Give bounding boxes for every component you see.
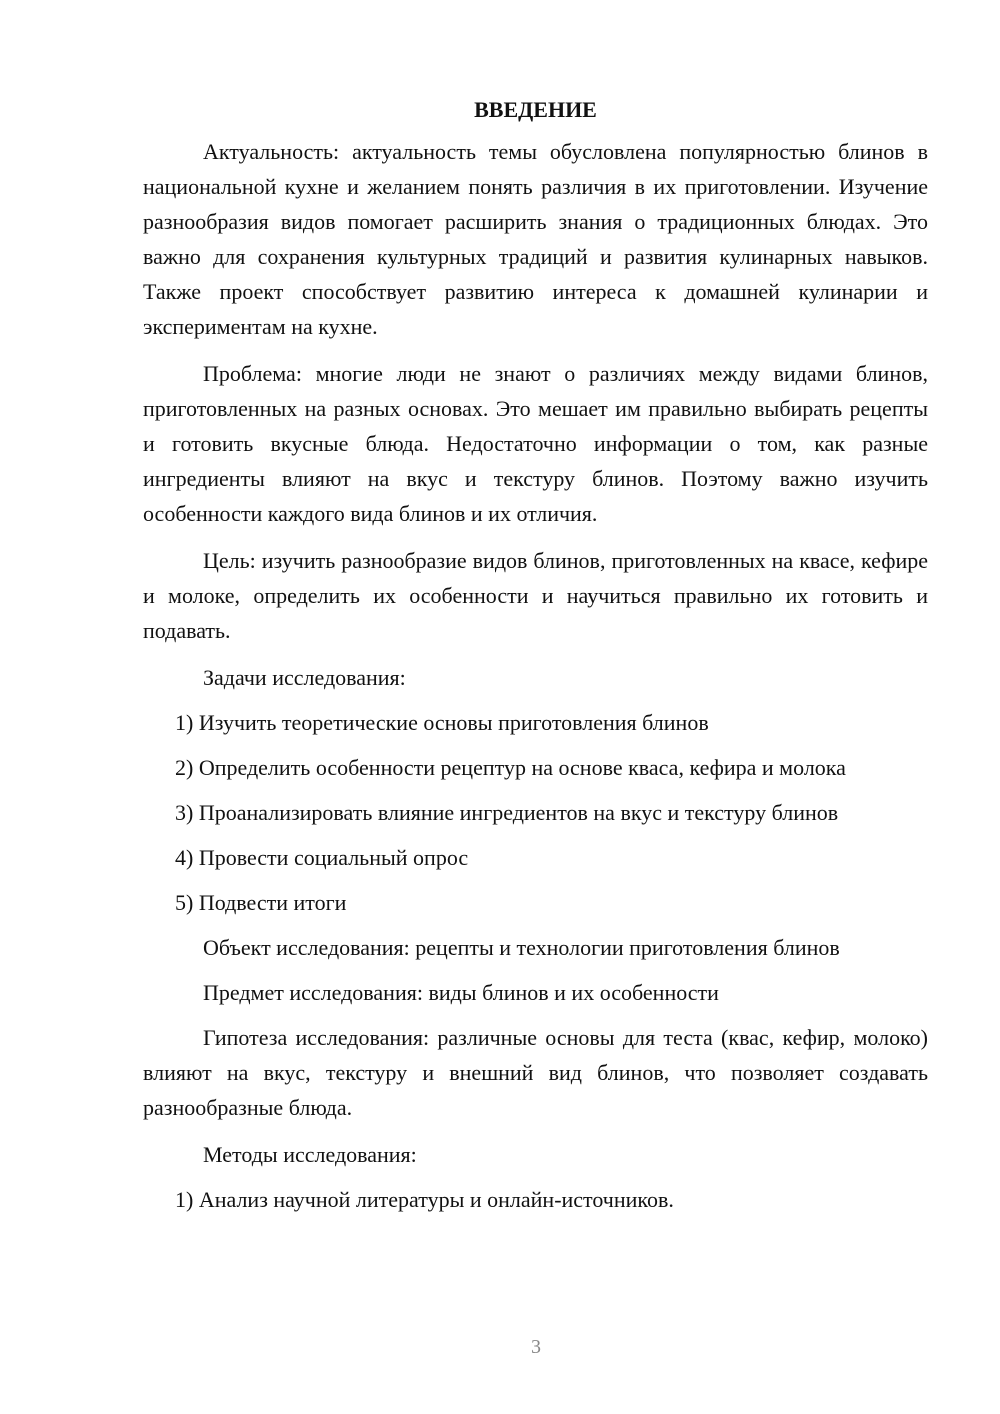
relevance-paragraph: Актуальность: актуальность темы обусловлена популярностью блинов в национальной кухне и желанием понять различия в их приготовлении. Изучение разнообразия видов помогает расширить знания о традиционных блюдах. Это важно для сохранения культурных традиций и развития кулинарных навыков. Также проект способствует развитию интереса к домашней кулинарии и экспериментам на кухне. — [143, 139, 928, 339]
task-item-3: 3) Проанализировать влияние ингредиентов на вкус и текстуру блинов — [175, 800, 839, 825]
task-item-4: 4) Провести социальный опрос — [175, 845, 469, 870]
hypothesis-paragraph: Гипотеза исследования: различные основы для теста (квас, кефир, молоко) влияют на вкус, текстуру и внешний вид блинов, что позволяет создавать разнообразные блюда. — [143, 1025, 928, 1120]
goal-paragraph: Цель: изучить разнообразие видов блинов, приготовленных на квасе, кефире и молоке, определить их особенности и научиться правильно их готовить и подавать. — [143, 548, 928, 643]
section-heading: ВВЕДЕНИЕ — [474, 97, 597, 122]
page-number: 3 — [531, 1336, 541, 1358]
object-line: Объект исследования: рецепты и технологии приготовления блинов — [203, 935, 840, 960]
methods-heading: Методы исследования: — [203, 1142, 417, 1167]
method-item-1: 1) Анализ научной литературы и онлайн-источников. — [175, 1187, 674, 1212]
problem-paragraph: Проблема: многие люди не знают о различиях между видами блинов, приготовленных на разных основах. Это мешает им правильно выбирать рецепты и готовить вкусные блюда. Недостаточно информации о том, как разные ингредиенты влияют на вкус и текстуру блинов. Поэтому важно изучить особенности каждого вида блинов и их отличия. — [143, 361, 928, 526]
subject-line: Предмет исследования: виды блинов и их особенности — [203, 980, 719, 1005]
task-item-5: 5) Подвести итоги — [175, 890, 347, 915]
task-item-2: 2) Определить особенности рецептур на основе кваса, кефира и молока — [175, 755, 846, 780]
task-item-1: 1) Изучить теоретические основы приготовления блинов — [175, 710, 709, 735]
tasks-heading: Задачи исследования: — [203, 665, 406, 690]
document-page — [143, 95, 928, 1227]
